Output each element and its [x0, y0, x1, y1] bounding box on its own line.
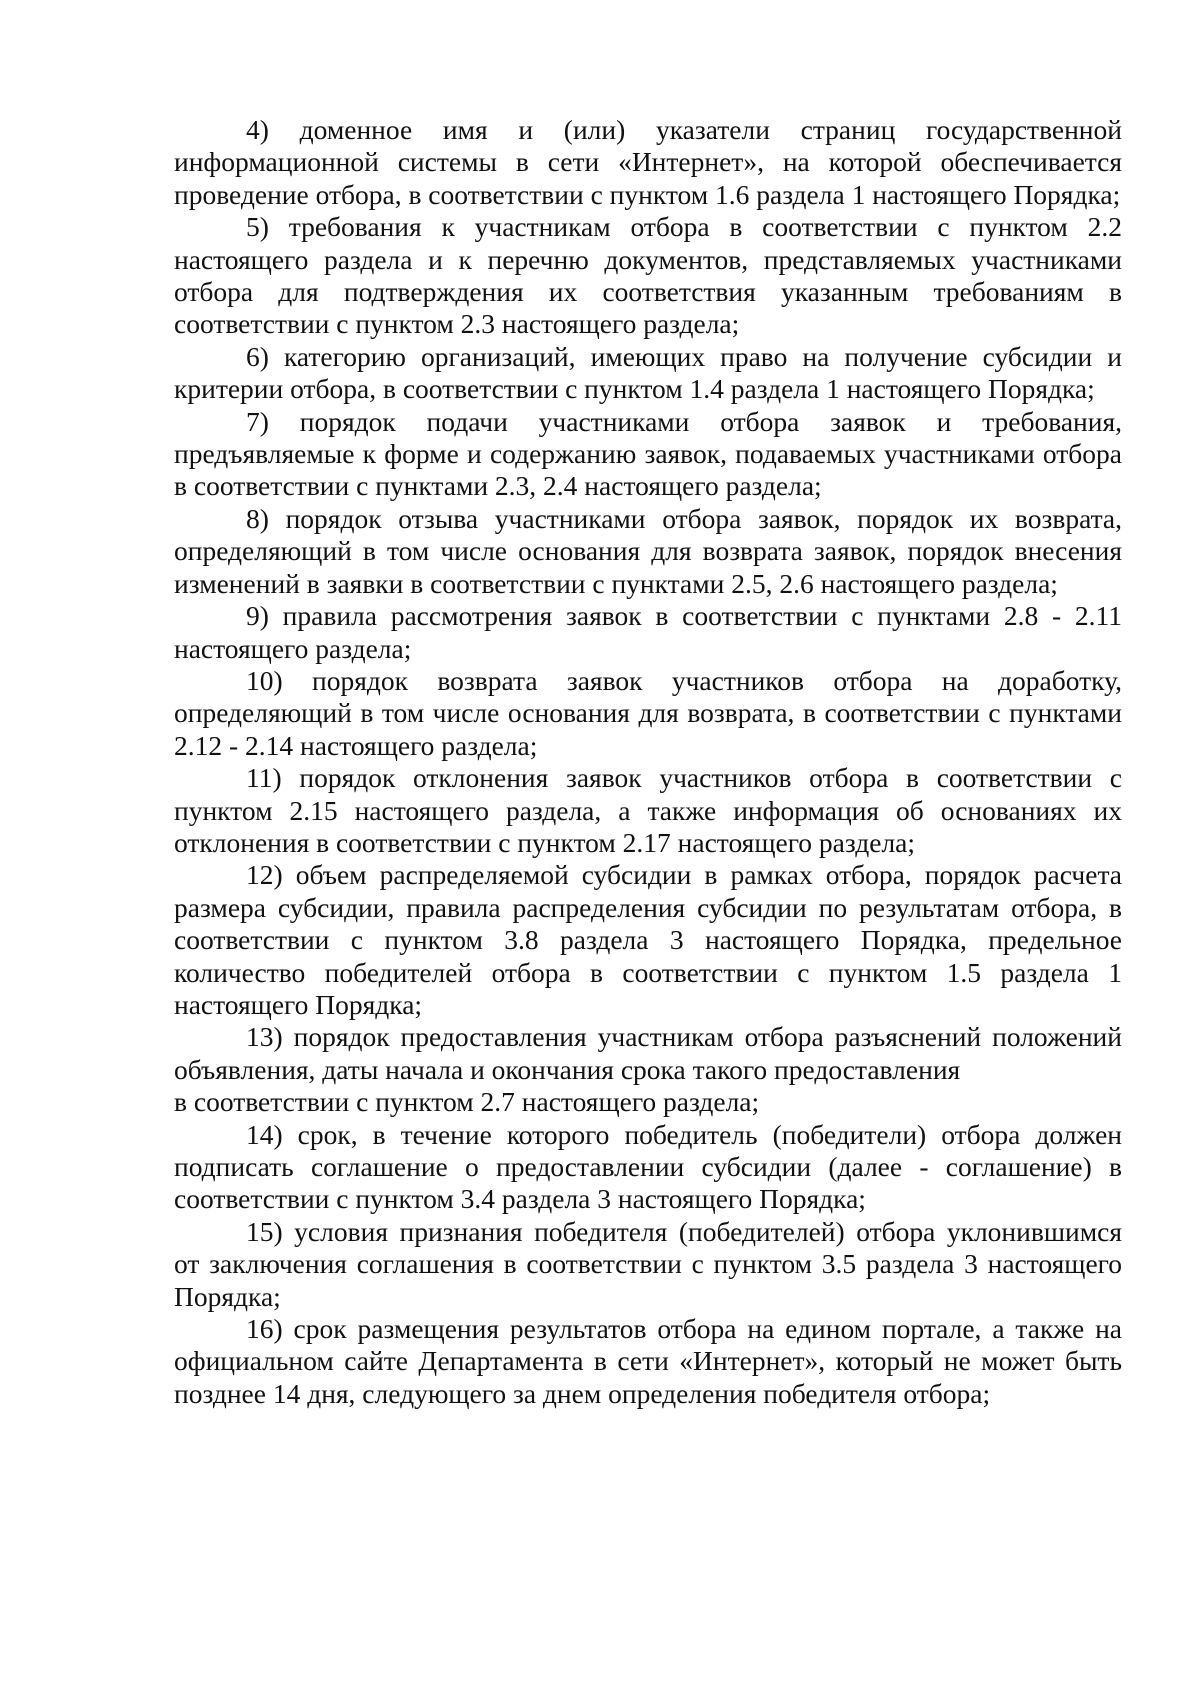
paragraph-item-11: 11) порядок отклонения заявок участников отбора в соответствии с пунктом 2.15 настоящего раздела, а также информация об основаниях их отклонения в соответствии с пунктом 2.17 настоящего раздела;: [174, 762, 1122, 858]
paragraph-item-13-continuation: в соответствии с пунктом 2.7 настоящего раздела;: [174, 1086, 760, 1118]
paragraph-item-4: 4) доменное имя и (или) указатели страниц государственной информационной системы в сети «Интернет», на которой обеспечивается проведение отбора, в соответствии с пунктом 1.6 раздела 1 настоящего Порядка;: [174, 114, 1122, 210]
paragraph-item-9: 9) правила рассмотрения заявок в соответствии с пунктами 2.8 - 2.11 настоящего раздела;: [174, 600, 1122, 664]
document-page: [174, 114, 1122, 1410]
paragraph-item-8: 8) порядок отзыва участниками отбора заявок, порядок их возврата, определяющий в том числе основания для возврата заявок, порядок внесения изменений в заявки в соответствии с пунктами 2.5, 2.6 настоящего раздела;: [174, 502, 1122, 599]
paragraph-item-14: 14) срок, в течение которого победитель (победители) отбора должен подписать соглашение о предоставлении субсидии (далее - соглашение) в соответствии с пунктом 3.4 раздела 3 настоящего Порядка;: [174, 1118, 1122, 1215]
paragraph-item-12: 12) объем распределяемой субсидии в рамках отбора, порядок расчета размера субсидии, правила распределения субсидии по результатам отбора, в соответствии с пунктом 3.8 раздела 3 настоящего Порядка, предельное количество победителей отбора в соответствии с пунктом 1.5 раздела 1 настоящего Порядка;: [174, 859, 1122, 1020]
paragraph-item-7: 7) порядок подачи участниками отбора заявок и требования, предъявляемые к форме и содержанию заявок, подаваемых участниками отбора в соответствии с пунктами 2.3, 2.4 настоящего раздела;: [174, 405, 1122, 502]
paragraph-item-15: 15) условия признания победителя (победителей) отбора уклонившимся от заключения соглашения в соответствии с пунктом 3.5 раздела 3 настоящего Порядка;: [174, 1215, 1122, 1312]
paragraph-item-6: 6) категорию организаций, имеющих право на получение субсидии и критерии отбора, в соответствии с пунктом 1.4 раздела 1 настоящего Порядка;: [174, 340, 1122, 405]
paragraph-item-16: 16) срок размещения результатов отбора на едином портале, а также на официальном сайте Департамента в сети «Интернет», который не может быть позднее 14 дня, следующего за днем определения победителя отбора;: [174, 1313, 1122, 1409]
paragraph-item-13: 13) порядок предоставления участникам отбора разъяснений положений объявления, даты начала и окончания срока такого предоставления: [174, 1021, 1122, 1085]
paragraph-item-5: 5) требования к участникам отбора в соответствии с пунктом 2.2 настоящего раздела и к перечню документов, представляемых участниками отбора для подтверждения их соответствия указанным требованиям в соответствии с пунктом 2.3 настоящего раздела;: [174, 211, 1122, 340]
paragraph-item-10: 10) порядок возврата заявок участников отбора на доработку, определяющий в том числе основания для возврата, в соответствии с пунктами 2.12 - 2.14 настоящего раздела;: [174, 664, 1122, 761]
